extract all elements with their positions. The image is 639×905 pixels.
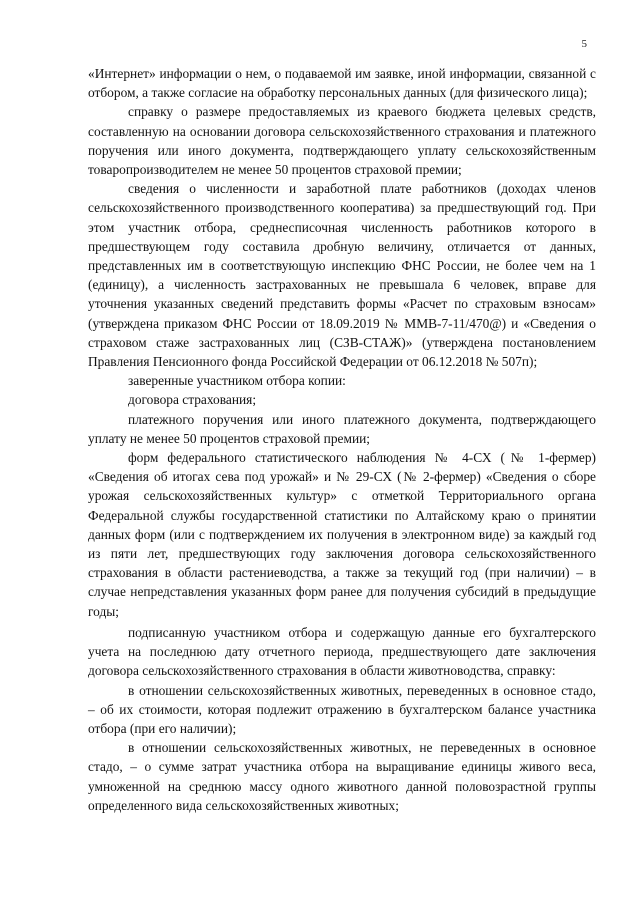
paragraph: «Интернет» информации о нем, о подаваемой им заявке, иной информации, связанной с отбором, а также согласие на обработку персональных данных (для физического лица); xyxy=(88,66,596,101)
paragraph: договора страхования; xyxy=(128,392,257,408)
paragraph: заверенные участником отбора копии: xyxy=(128,373,346,389)
paragraph: подписанную участником отбора и содержащую данные его бухгалтерского учета на последнюю дату отчетного периода, предшествующего дате заключения договора сельскохозяйственного страхования в области животноводства, справку: xyxy=(88,624,596,679)
paragraph: в отношении сельскохозяйственных животных, не переведенных в основное стадо, – о сумме затрат участника отбора на выращивание единицы живого веса, умноженной на среднюю массу одного животного данной половозрастной группы определенного вида сельскохозяйственных животных; xyxy=(88,740,596,813)
paragraph: платежного поручения или иного платежного документа, подтверждающего уплату не менее 50 процентов страховой премии; xyxy=(88,411,596,446)
document-body xyxy=(88,64,596,815)
paragraph: форм федерального статистического наблюдения № 4-СХ (№ 1-фермер) «Сведения об итогах сева под урожай» и № 29-СХ (№ 2-фермер) «Сведения о сборе урожая сельскохозяйственных культур» с отметкой Территориального органа Федеральной службы государственной статистики по Алтайскому краю о принятии данных форм (или с подтверждением их получения в электронном виде) за каждый год из пяти лет, предшествующих году заключения договора сельскохозяйственного страхования в области растениеводства, а также за текущий год (при наличии) – в случае непредставления указанных форм ранее для получения субсидий в предыдущие годы; xyxy=(88,450,596,619)
paragraph: в отношении сельскохозяйственных животных, переведенных в основное стадо, – об их стоимости, которая подлежит отражению в бухгалтерском балансе участника отбора (при его наличии); xyxy=(88,682,596,736)
paragraph: сведения о численности и заработной плате работников (доходах членов сельскохозяйственного производственного кооператива) за предшествующий год. При этом участник отбора, среднесписочная численность работников которого в предшествующем году составила дробную величину, отличается от данных, представленных им в соответствующую инспекцию ФНС России, не более чем на 1 (единицу), а численность застрахованных не превышала 6 человек, вправе для уточнения указанных сведений представить формы «Расчет по страховым взносам» (утверждена приказом ФНС России от 18.09.2019 № ММВ-7-11/470@) и «Сведения о страховом стаже застрахованных лиц (СЗВ-СТАЖ)» (утверждена постановлением Правления Пенсионного фонда Российской Федерации от 06.12.2018 № 507п); xyxy=(88,181,596,370)
paragraph: справку о размере предоставляемых из краевого бюджета целевых средств, составленную на основании договора сельскохозяйственного страхования и платежного поручения или иного документа, подтверждающего уплату сельскохозяйственным товаропроизводителем не менее 50 процентов страховой премии; xyxy=(88,104,596,178)
page-number: 5 xyxy=(581,38,587,50)
